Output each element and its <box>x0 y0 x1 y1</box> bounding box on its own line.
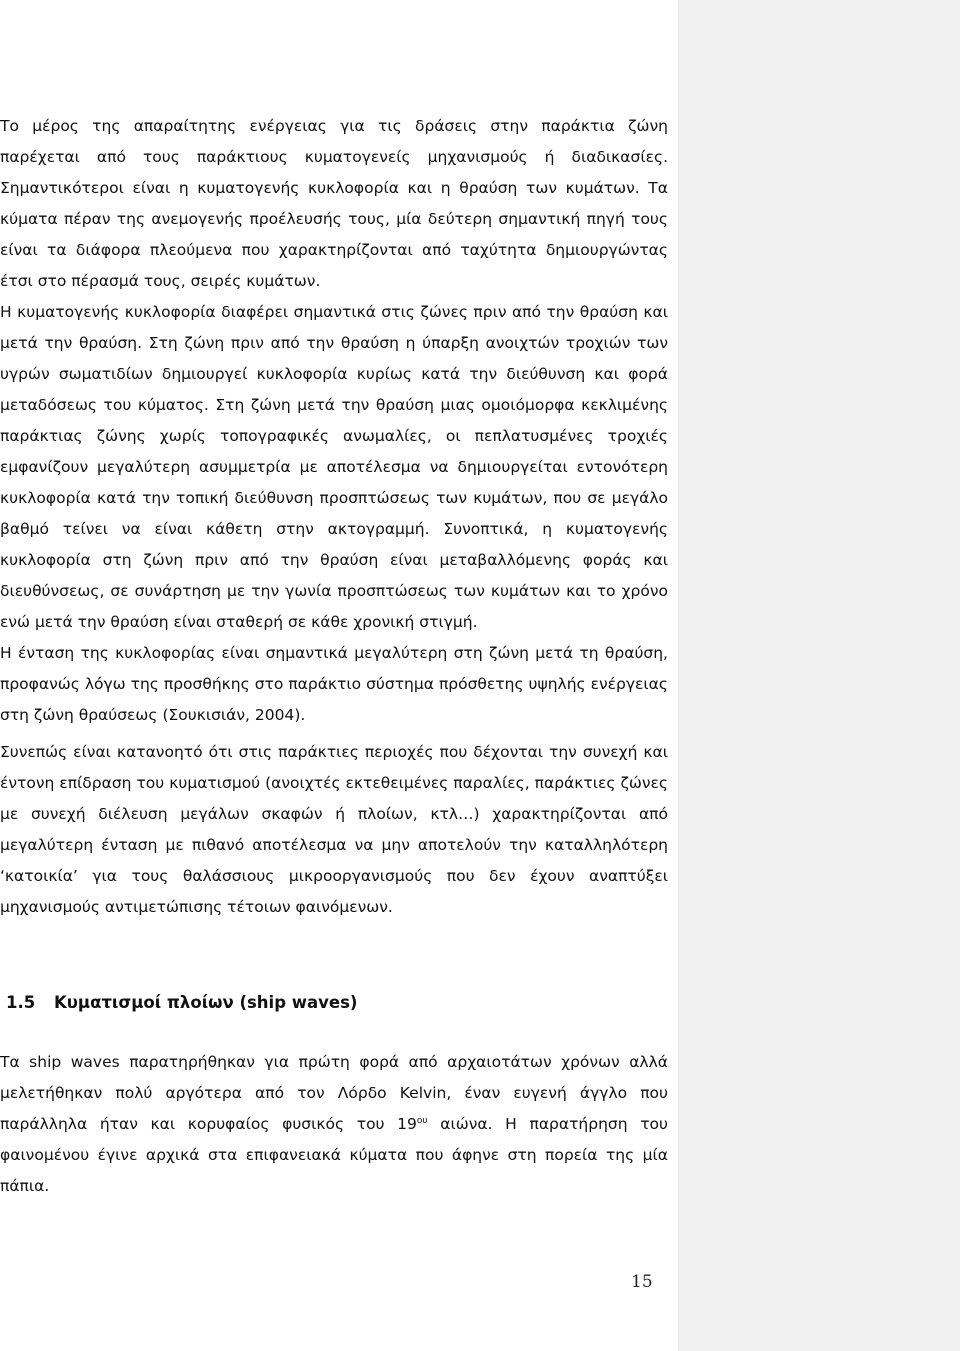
section-heading <box>6 989 668 1017</box>
ordinal-superscript: ου <box>416 1115 428 1126</box>
paragraph-wave-circulation: Η κυματογενής κυκλοφορία διαφέρει σημαντικά στις ζώνες πριν από την θραύση και μετά την θραύση. Στη ζώνη πριν από την θραύση η ύπαρξη ανοιχτών τροχιών των υγρών σωματιδίων δημιουργεί κυκλοφορία κυρίως κατά την διεύθυνση και φορά μεταδόσεως του κύματος. Στη ζώνη μετά την θραύση μιας ομοιόμορφα κεκλιμένης παράκτιας ζώνης χωρίς τοπογραφικές ανωμαλίες, οι πεπλατυσμένες τροχιές εμφανίζουν μεγαλύτερη ασυμμετρία με αποτέλεσμα να δημιουργείται εντονότερη κυκλοφορία κατά την τοπική διεύθυνση προσπτώσεως των κυμάτων, που σε μεγάλο βαθμό τείνει να είναι κάθετη στην ακτογραμμή. Συνοπτικά, η κυματογενής κυκλοφορία στη ζώνη πριν από την θραύση είναι μεταβαλλόμενης φοράς και διευθύνσεως, σε συνάρτηση με την γωνία προσπτώσεως των κυμάτων και το χρόνο ενώ μετά την θραύση είναι σταθερή σε κάθε χρονική στιγμή. <box>0 303 668 631</box>
section-title: Κυματισμοί πλοίων (ship waves) <box>54 993 358 1012</box>
paragraph-ship-waves <box>0 1047 668 1202</box>
paragraph-circulation-intensity: Η ένταση της κυκλοφορίας είναι σημαντικά μεγαλύτερη στη ζώνη μετά τη θραύση, προφανώς λόγω της προσθήκης στο παράκτιο σύστημα πρόσθετης υψηλής ενέργειας στη ζώνη θραύσεως (Σουκισιάν, 2004). <box>0 644 668 724</box>
page-number: 15 <box>631 1272 653 1292</box>
document-body <box>0 111 668 1202</box>
comment-margin-pane <box>678 0 960 1351</box>
ship-waves-text-part-2: αιώνα. Η παρατήρηση του φαινομένου έγινε αρχικά στα επιφανειακά κύματα που άφηνε στη πορεία της μία πάπια. <box>0 1115 668 1195</box>
paragraph-coastal-effects: Συνεπώς είναι κατανοητό ότι στις παράκτιες περιοχές που δέχονται την συνεχή και έντονη επίδραση του κυματισμού (ανοιχτές εκτεθειμένες παραλίες, παράκτιες ζώνες με συνεχή διέλευση μεγάλων σκαφών ή πλοίων, κτλ…) χαρακτηρίζονται από μεγαλύτερη ένταση με πιθανό αποτέλεσμα να μην αποτελούν την καταλληλότερη ‘κατοικία’ για τους θαλάσσιους μικροοργανισμούς που δεν έχουν αναπτύξει μηχανισμούς αντιμετώπισης τέτοιων φαινόμενων. <box>0 743 668 916</box>
paragraph-energy-mechanisms: Το μέρος της απαραίτητης ενέργειας για τις δράσεις στην παράκτια ζώνη παρέχεται από τους παράκτιους κυματογενείς μηχανισμούς ή διαδικασίες. Σημαντικότεροι είναι η κυματογενής κυκλοφορία και η θραύση των κυμάτων. Τα κύματα πέραν της ανεμογενής προέλευσής τους, μία δεύτερη σημαντική πηγή τους είναι τα διάφορα πλεούμενα που χαρακτηρίζονται από ταχύτητα δημιουργώντας έτσι στο πέρασμά τους, σειρές κυμάτων. <box>0 117 668 290</box>
section-number: 1.5 <box>6 993 36 1012</box>
ship-waves-text-part-1: Τα ship waves παρατηρήθηκαν για πρώτη φορά από αρχαιοτάτων χρόνων αλλά μελετήθηκαν πολύ αργότερα από τον Λόρδο Kelvin, έναν ευγενή άγγλο που παράλληλα ήταν και κορυφαίος φυσικός του 19 <box>0 1053 668 1133</box>
